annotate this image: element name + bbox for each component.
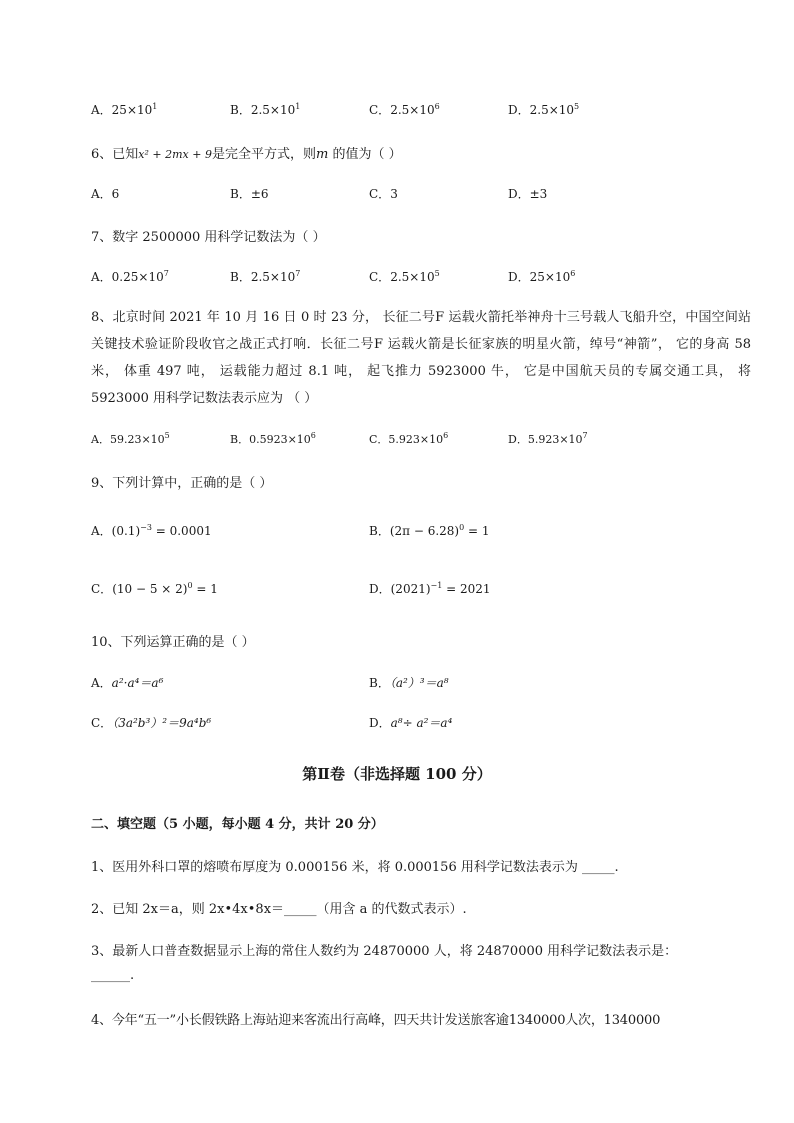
option-label: C．: [369, 270, 391, 284]
q6-option-a: [91, 185, 119, 202]
q8-option-b: [230, 431, 316, 447]
q7-stem: 7、数字 2500000 用科学记数法为（ ）: [91, 230, 326, 245]
option-label: B．: [369, 676, 390, 690]
option-label: A．: [91, 524, 112, 538]
option-label: B．: [369, 524, 390, 538]
option-rhs: = 2021: [442, 582, 491, 596]
option-exponent: 6: [443, 431, 449, 440]
option-text: 3: [390, 187, 398, 201]
question-number: 6、: [91, 147, 113, 162]
option-base: 2.5×10: [390, 103, 435, 117]
option-label: B．: [230, 103, 251, 117]
option-base: (2π − 6.28): [389, 524, 460, 538]
q7-option-d: [508, 268, 575, 285]
q10-option-d: [369, 714, 452, 731]
option-exponent: 7: [295, 269, 301, 278]
option-base: (2021): [390, 582, 431, 596]
option-text: 6: [111, 187, 120, 201]
section-2-title: 第Ⅱ卷（非选择题 100 分）: [302, 765, 492, 783]
q8-option-a: [91, 431, 170, 447]
option-label: D．: [508, 187, 530, 201]
q6-variable: m: [315, 147, 329, 162]
option-exponent: 5: [574, 102, 580, 111]
option-exponent: 0: [187, 581, 193, 590]
fill-question-3: 3、最新人口普查数据显示上海的常住人数约为 24870000 人，将 24870000 用科学记数法表示是：: [91, 944, 678, 959]
option-label: C．: [369, 433, 389, 446]
option-label: C．: [369, 103, 391, 117]
q6-mid-text: 是完全平方式，则: [211, 147, 316, 162]
q9-option-b: [369, 522, 490, 539]
option-expression: （3a²b³）²＝9a⁴b⁶: [112, 716, 212, 730]
option-exponent: 5: [164, 431, 170, 440]
fill-question-4: 4、今年“五一”小长假铁路上海站迎来客流出行高峰，四天共计发送旅客逾1340000人次，1340000: [91, 1013, 661, 1028]
q6-stem: [91, 143, 402, 162]
option-label: A．: [91, 676, 112, 690]
option-label: D．: [369, 582, 391, 596]
option-rhs: = 1: [464, 524, 490, 538]
option-exponent: −1: [430, 581, 443, 590]
q5-option-c: [369, 101, 440, 118]
option-text: ±6: [250, 187, 269, 201]
option-exponent: 1: [152, 102, 158, 111]
q6-post-text: 的值为（ ）: [328, 147, 402, 162]
option-label: C．: [369, 187, 391, 201]
option-label: B．: [230, 270, 251, 284]
option-label: C．: [91, 582, 113, 596]
option-label: D．: [508, 103, 530, 117]
option-exponent: 7: [163, 269, 169, 278]
q7-option-a: [91, 268, 169, 285]
option-base: 2.5×10: [250, 270, 296, 284]
q8-option-d: [508, 431, 588, 447]
option-base: 25×10: [529, 270, 571, 284]
q5-option-b: [230, 101, 300, 118]
q6-option-d: [508, 185, 547, 202]
option-base: 5.923×10: [388, 433, 444, 446]
q10-stem: 10、下列运算正确的是（ ）: [91, 635, 255, 650]
q7-option-c: [369, 268, 440, 285]
option-base: 2.5×10: [250, 103, 296, 117]
fill-question-1: 1、医用外科口罩的熔喷布厚度为 0.000156 米，将 0.000156 用科学记数法表示为 _____.: [91, 860, 619, 875]
part-2-title: 二、填空题（5 小题，每小题 4 分，共计 20 分）: [91, 817, 384, 832]
q9-option-a: [91, 522, 212, 539]
option-exponent: 6: [570, 269, 576, 278]
q10-option-a: [91, 674, 163, 691]
option-label: D．: [508, 433, 528, 446]
q7-option-b: [230, 268, 300, 285]
option-base: 2.5×10: [529, 103, 575, 117]
option-expression: （a²）³＝a⁸: [389, 676, 449, 690]
option-expression: a²·a⁴＝a⁶: [111, 676, 164, 690]
option-exponent: 6: [310, 431, 316, 440]
option-base: 5.923×10: [527, 433, 583, 446]
option-label: D．: [369, 716, 391, 730]
option-exponent: 1: [295, 102, 301, 111]
q8-option-c: [369, 431, 448, 447]
q9-option-d: [369, 580, 491, 597]
option-label: A．: [91, 270, 112, 284]
q6-option-b: [230, 185, 269, 202]
q9-option-c: [91, 580, 218, 597]
option-label: C．: [91, 716, 113, 730]
option-expression: a⁸÷ a²＝a⁴: [390, 716, 453, 730]
option-base: 0.5923×10: [249, 433, 311, 446]
fill-question-2: 2、已知 2x＝a，则 2x•4x•8x＝_____（用含 a 的代数式表示）.: [91, 902, 467, 917]
q10-option-c: [91, 714, 211, 731]
q9-stem: 9、下列计算中，正确的是（ ）: [91, 476, 273, 491]
q5-option-d: [508, 101, 579, 118]
q5-option-a: [91, 101, 157, 118]
option-exponent: 5: [434, 269, 440, 278]
option-label: A．: [91, 103, 112, 117]
option-base: 0.25×10: [111, 270, 164, 284]
option-base: 2.5×10: [390, 270, 435, 284]
q10-option-b: [369, 674, 449, 691]
option-label: D．: [508, 270, 530, 284]
option-base: 25×10: [111, 103, 153, 117]
option-exponent: 0: [459, 523, 465, 532]
q6-option-c: [369, 185, 398, 202]
option-exponent: 7: [582, 431, 588, 440]
option-base: (10 − 5 × 2): [112, 582, 188, 596]
option-label: B．: [230, 433, 250, 446]
option-label: A．: [91, 433, 110, 446]
option-exponent: 6: [434, 102, 440, 111]
option-base: (0.1): [111, 524, 141, 538]
q6-expression: x² + 2mx + 9: [138, 148, 212, 161]
option-rhs: = 0.0001: [151, 524, 212, 538]
q8-stem: 8、北京时间 2021 年 10 月 16 日 0 时 23 分， 长征二号F 运载火箭托举神舟十三号载人飞船升空，中国空间站关键技术验证阶段收官之战正式打响．长征二号F 运载火箭是长征家族的明星火箭，绰号“神箭”， 它的身高 58 米， 体重 497 吨， 运载能力超过 8.1 吨， 起飞推力 5923000 牛， 它是中国航天员的专属交通工具， 将 5923000 用科学记数法表示应为 （ ）: [91, 310, 751, 406]
option-rhs: = 1: [192, 582, 218, 596]
option-exponent: −3: [140, 523, 152, 532]
fill-question-3-answer-line: ______.: [91, 968, 135, 983]
option-text: ±3: [529, 187, 548, 201]
option-label: B．: [230, 187, 251, 201]
q6-pre-text: 已知: [112, 147, 139, 162]
option-label: A．: [91, 187, 112, 201]
option-base: 59.23×10: [109, 433, 165, 446]
